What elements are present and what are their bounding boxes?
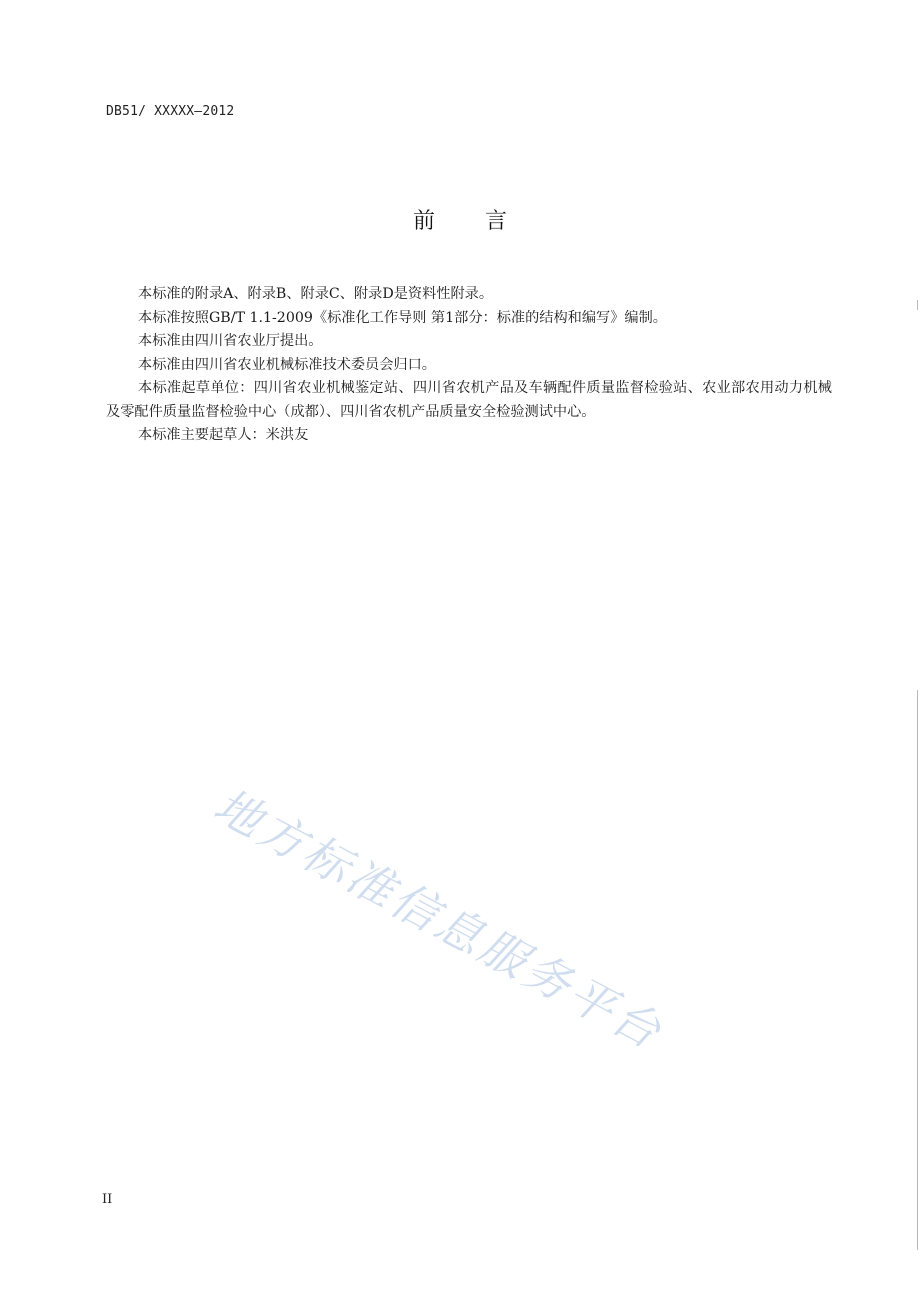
page-number: II xyxy=(102,1192,113,1207)
paragraph-proposer: 本标准由四川省农业厅提出。 xyxy=(138,333,323,349)
scan-edge-line xyxy=(917,690,918,1250)
document-code: DB51/ XXXXX—2012 xyxy=(106,104,235,119)
scan-mark xyxy=(917,300,918,310)
paragraph-drafting-rule: 本标准按照GB/T 1.1-2009《标准化工作导则 第1部分：标准的结构和编写》编制。 xyxy=(138,309,667,326)
paragraph-committee: 本标准由四川省农业机械标准技术委员会归口。 xyxy=(138,356,436,373)
title-char-2: 言 xyxy=(485,209,508,234)
paragraph-drafters: 本标准主要起草人：米洪友 xyxy=(138,427,309,443)
section-title xyxy=(0,204,920,235)
watermark: 地方标准信息服务平台 xyxy=(205,777,673,1061)
paragraph-drafting-units: 本标准起草单位：四川省农业机械鉴定站、四川省农机产品及车辆配件质量监督检验站、农业部农用动力机械及零配件质量监督检验中心（成都）、四川省农机产品质量安全检验测试中心。 xyxy=(106,380,832,420)
foreword-body xyxy=(106,283,832,448)
paragraph-appendix: 本标准的附录A、附录B、附录C、附录D是资料性附录。 xyxy=(138,286,494,302)
title-char-1: 前 xyxy=(412,209,435,234)
